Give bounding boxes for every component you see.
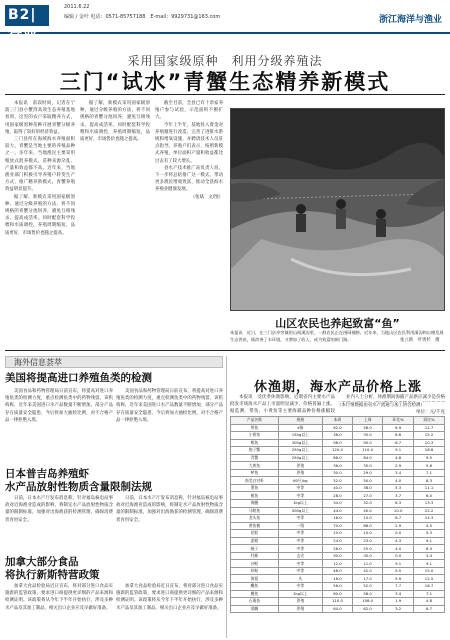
table-cell: 海蜇 <box>231 575 279 583</box>
table-row <box>231 530 445 538</box>
table-cell: 3.4 <box>383 469 414 477</box>
lead-headline: 三门“试水”青蟹生态精养新模式 <box>59 70 391 94</box>
table-cell: 马鲛鱼 <box>231 507 279 515</box>
table-row <box>231 477 445 485</box>
lead-paragraph: 今年上半年，基地投入资金对养殖塘进行改造，完善了进排水系统和增氧设施，并聘请技术人员驻点指导。养殖户们表示，按照新模式养殖，单位面积产量和收益都比过去有了较大增长。 <box>155 122 223 164</box>
brief-1-text-a <box>5 388 113 466</box>
table-cell: 300g以上 <box>278 439 322 447</box>
table-cell: 10.3 <box>414 439 445 447</box>
table-cell: 60只/kg <box>278 477 322 485</box>
table-cell: 养殖 <box>278 469 322 477</box>
section-name: 行业 <box>8 28 38 44</box>
table-cell: 9.5 <box>414 454 445 462</box>
table-cell: 4.8 <box>414 598 445 606</box>
table-row <box>231 424 445 432</box>
table-cell: 0.0 <box>383 530 414 538</box>
table-cell: 88.0 <box>322 454 352 462</box>
table-cell: 14.3 <box>414 515 445 523</box>
table-cell: 46.0 <box>322 567 352 575</box>
table-cell: 58.0 <box>353 424 383 432</box>
market-paragraph: 本报讯 受伏季休渔影响，近期省内主要水产品批发市场海水产品上市量明显减少，价格普遍上涨。据监测，带鱼、小黄鱼等主要海捕品种价格涨幅较 <box>230 395 335 414</box>
brief-paragraph: 加拿大食品检验局近日宣布，将对部分进口食品实施新的监管政策，要求进口商提供更详细的产品来源和检测证明。该政策将从今年下半年开始执行，涉及多种水产品及其加工制品，相关出口企业应及早做好准备。 <box>5 584 113 611</box>
table-cell: 2.9 <box>383 462 414 470</box>
lead-paragraph: 据了解，新模式采用国家级原种，通过分级养殖的方法，将不同规格的青蟹分池饲养，避免互相残杀，提高成活率。同时配套科学投喂和水质调控，养殖周期缩短，品质更好，市场售价也随之提高。 <box>80 101 150 143</box>
lead-column-1 <box>5 100 75 346</box>
table-cell: 52.0 <box>353 583 383 591</box>
table-cell: 鲳鱼 <box>231 439 279 447</box>
column-header: 规格 <box>278 417 322 425</box>
table-cell: 养殖 <box>278 598 322 606</box>
table-row <box>231 545 445 553</box>
table-cell: 头 <box>278 575 322 583</box>
table-cell: 84.0 <box>353 454 383 462</box>
table-cell: 70.0 <box>322 522 352 530</box>
table-cell: 7.1 <box>414 469 445 477</box>
table-cell: 5.3 <box>383 484 414 492</box>
brief-paragraph: 日前，日本水产厅发布消息称，针对福岛核电站事故对近海渔业造成的影响，将制定水产品放射性物质含量的限制标准，加强对出海渔获的检测管理，确保消费者食用安全。 <box>5 496 113 523</box>
table-cell: 8.3 <box>414 477 445 485</box>
table-cell: 养殖 <box>278 605 322 613</box>
table-cell: 28.0 <box>322 492 352 500</box>
table-cell: 52.0 <box>322 477 352 485</box>
table-cell: 墨鱼 <box>231 484 279 492</box>
table-cell: 花蛤 <box>231 530 279 538</box>
table-cell: 龙头鱼 <box>231 515 279 523</box>
table-cell: 6.7 <box>414 605 445 613</box>
table-cell: 18.6 <box>414 447 445 455</box>
table-cell: 15.0 <box>414 567 445 575</box>
brief-1-text-b <box>116 388 223 466</box>
lead-paragraph: 据了解，新模式采用国家级原种，通过分级养殖的方法，将不同规格的青蟹分池饲养，避免互相残杀，提高成活率。同时配套科学投喂和水质调控，养殖周期缩短，品质更好，市场售价也随之提高。 <box>5 194 75 236</box>
table-cell: 18.0 <box>322 575 352 583</box>
table-cell: 8.6 <box>383 432 414 440</box>
table-cell: 250g以上 <box>278 454 322 462</box>
table-unit: 单位：元/千克 <box>415 410 445 415</box>
editor-line: 编辑 / 金叶 电话：0571-85757188 E-mail：9929731@163.com <box>64 14 221 20</box>
table-cell: 4.0 <box>383 545 414 553</box>
table-cell: 7.1 <box>414 590 445 598</box>
brief-2-text-b <box>116 495 223 553</box>
headline-rule <box>5 94 445 95</box>
issue-date: 2011.6.22 <box>64 4 90 10</box>
table-row <box>231 605 445 613</box>
photo-illustration <box>231 109 445 311</box>
table-cell: 4.3 <box>383 537 414 545</box>
table-header-row <box>231 417 445 425</box>
table-cell: 中等 <box>278 545 322 553</box>
table-cell: 16.0 <box>322 515 352 523</box>
table-row <box>231 552 445 560</box>
table-cell: 36.0 <box>322 462 352 470</box>
table-cell: 牡蛎 <box>231 552 279 560</box>
table-row <box>231 522 445 530</box>
table-cell: 10.0 <box>353 530 383 538</box>
table-cell: 96.0 <box>322 439 352 447</box>
table-cell: 大黄鱼 <box>231 462 279 470</box>
table-cell: 4.0 <box>383 477 414 485</box>
table-row <box>231 507 445 515</box>
lead-paragraph: 截至目前，全县已有十余家养殖户参与试验，示范面积不断扩大。 <box>155 101 223 121</box>
table-cell: 15.0 <box>353 515 383 523</box>
table-cell: 23.0 <box>353 537 383 545</box>
photo-credit: 张立新 叶勇杉 摄 <box>400 338 440 343</box>
table-cell: 11.0 <box>353 560 383 568</box>
table-row <box>231 454 445 462</box>
lead-paragraph: 三门县所在海域海水养殖面积较大，青蟹是当地主要的养殖品种之一。多年来，当地渔民主要采用粗放式混养模式，苗种来源杂乱、产量和效益都不高。近年来，当地渔业部门积极引导养殖户转变生产方式，推广精养新模式，青蟹养殖效益明显提升。 <box>5 137 75 193</box>
table-cell: 中等 <box>278 567 322 575</box>
table-row <box>231 492 445 500</box>
table-cell: 90.0 <box>353 439 383 447</box>
lead-paragraph: 本报讯 前段时间，记者在宁波三门县小蟹湾高效生态养殖基地看到，这里的农户采取精养方式，用国家级原种苗种开展青蟹分级养殖，取得了较好的经济效益。 <box>5 101 75 135</box>
table-row <box>231 515 445 523</box>
section-rule <box>5 350 445 351</box>
table-cell: 250g以上 <box>278 447 322 455</box>
table-row <box>231 537 445 545</box>
table-cell: 32.0 <box>353 500 383 508</box>
table-cell: 6.0 <box>414 492 445 500</box>
table-cell: 9.1 <box>383 560 414 568</box>
table-cell: 黄鱼鲞 <box>231 522 279 530</box>
section-band <box>5 356 223 368</box>
table-cell: 去壳 <box>278 552 322 560</box>
table-cell: 12.7 <box>414 424 445 432</box>
column-header: 同比% <box>414 417 445 425</box>
table-cell: 中等 <box>278 537 322 545</box>
table-cell: 5.8 <box>414 462 445 470</box>
table-cell: 5.9 <box>383 575 414 583</box>
table-cell: 38.0 <box>353 484 383 492</box>
brief-paragraph: 日前，日本水产厅发布消息称，针对福岛核电站事故对近海渔业造成的影响，将制定水产品放射性物质含量的限制标准，加强对出海渔获的检测管理，确保消费者食用安全。 <box>116 496 223 523</box>
column-header: 环比% <box>383 417 414 425</box>
table-cell: 9.1 <box>414 537 445 545</box>
table-cell: 沙蛤 <box>231 560 279 568</box>
table-cell: 泥蚶 <box>231 537 279 545</box>
table-cell: 0.0 <box>383 552 414 560</box>
table-cell: 120.0 <box>322 447 352 455</box>
table-cell: 62.0 <box>322 424 352 432</box>
table-row <box>231 500 445 508</box>
table-cell: 南美白对虾 <box>231 477 279 485</box>
column-header: 上周 <box>353 417 383 425</box>
news-photo <box>230 108 445 311</box>
table-row <box>231 447 445 455</box>
photo-caption-title: 山区农民也养起致富“鱼” <box>275 317 400 330</box>
table-cell: 150g以上 <box>278 432 322 440</box>
table-cell: 12.0 <box>322 560 352 568</box>
table-cell: 17.0 <box>353 575 383 583</box>
table-cell: 中等 <box>278 515 322 523</box>
brief-2-text-a <box>5 495 113 553</box>
photo-caption-text: 本报讯 近日，在三门县亭旁镇的山间溪沟里，一群农民正在围网捕捞。近年来，当地山区农民利用溪沟和山塘发展生态养鱼，既改善了水环境，又增加了收入，成为致富的新门路。 <box>230 330 444 342</box>
table-cell: 58.0 <box>353 590 383 598</box>
table-cell: 小黄鱼 <box>231 432 279 440</box>
table-cell: 海鳗 <box>231 500 279 508</box>
table-cell: 中等 <box>278 560 322 568</box>
table-cell: 30.0 <box>322 469 352 477</box>
table-cell: 1kg以上 <box>278 590 322 598</box>
table-cell: 26.0 <box>322 545 352 553</box>
table-cell: 3.4 <box>414 552 445 560</box>
table-cell: 24.0 <box>322 537 352 545</box>
table-row <box>231 469 445 477</box>
table-cell: 4指 <box>278 424 322 432</box>
brief-2-title: 日本普吉岛养殖虾 水产品放射性物质含量限制法规 <box>5 468 152 493</box>
table-cell: 养殖 <box>278 462 322 470</box>
table-cell: 29.0 <box>353 469 383 477</box>
section-number: B2 <box>8 7 31 23</box>
masthead <box>0 0 450 44</box>
market-headline: 休渔期，海水产品价格上涨 <box>253 380 422 395</box>
table-cell: 12.5 <box>414 575 445 583</box>
table-cell: 38.0 <box>322 432 352 440</box>
table-cell: 8.3 <box>414 545 445 553</box>
section-band-label: 海外信息荟萃 <box>14 358 62 367</box>
table-row <box>231 567 445 575</box>
table-cell: 42.0 <box>353 567 383 575</box>
table-cell: 9.1 <box>383 447 414 455</box>
table-cell: 25.0 <box>353 545 383 553</box>
brief-paragraph: 加拿大食品检验局近日宣布，将对部分进口食品实施新的监管政策，要求进口商提供更详细的产品来源和检测证明。该政策将从今年下半年开始执行，涉及多种水产品及其加工制品，相关出口企业应及早做好准备。 <box>116 584 223 611</box>
table-cell: 青蟹 <box>231 454 279 462</box>
table-cell: 6.7 <box>383 439 414 447</box>
table-cell: 虾蛄 <box>231 567 279 575</box>
lead-column-3 <box>155 100 223 346</box>
table-cell: 13.3 <box>414 500 445 508</box>
table-cell: 60.0 <box>322 590 352 598</box>
table-cell: 6.7 <box>383 515 414 523</box>
table-cell: 石斑鱼 <box>231 598 279 606</box>
table-row <box>231 583 445 591</box>
table-row <box>231 432 445 440</box>
table-cell: 9.1 <box>414 560 445 568</box>
table-cell: 22.2 <box>414 507 445 515</box>
table-row <box>231 598 445 606</box>
table-cell: 鱿鱼 <box>231 492 279 500</box>
table-cell: 35.0 <box>353 462 383 470</box>
table-cell: 1.9 <box>383 598 414 606</box>
table-cell: 6.3 <box>383 500 414 508</box>
table-cell: 中等 <box>278 492 322 500</box>
table-cell: 6.9 <box>383 424 414 432</box>
table-cell: 中等 <box>278 484 322 492</box>
table-cell: 500g以上 <box>278 507 322 515</box>
table-cell: 7.7 <box>383 583 414 591</box>
table-cell: 108.0 <box>353 598 383 606</box>
table-cell: 鳓鱼 <box>231 583 279 591</box>
table-cell: 鮸鱼 <box>231 590 279 598</box>
table-cell: 30.0 <box>353 552 383 560</box>
table-cell: 中等 <box>278 583 322 591</box>
section-badge: B2|行业 <box>5 5 49 26</box>
table-cell: 带鱼 <box>231 424 279 432</box>
table-row <box>231 560 445 568</box>
table-row <box>231 575 445 583</box>
table-cell: 蛏子 <box>231 545 279 553</box>
table-source-note: （本行情数据由省水产流通与加工协会检测） <box>337 403 425 408</box>
table-cell: 56.0 <box>322 583 352 591</box>
brief-3-text-a <box>5 583 113 638</box>
table-cell: 一级 <box>278 522 322 530</box>
table-cell: 梭子蟹 <box>231 447 279 455</box>
table-cell: 5.3 <box>414 530 445 538</box>
table-cell: 68.0 <box>353 522 383 530</box>
table-cell: 3.4 <box>383 590 414 598</box>
market-text-2 <box>337 394 445 402</box>
table-cell: 40.0 <box>353 507 383 515</box>
brief-3-text-b <box>116 583 223 638</box>
table-row <box>231 484 445 492</box>
table-cell: 34.0 <box>322 500 352 508</box>
table-cell: 10.0 <box>383 507 414 515</box>
table-cell: 15.2 <box>414 432 445 440</box>
table-cell: 30.0 <box>322 552 352 560</box>
brief-paragraph: 美国食品和药物管理局日前宣布，将提高对进口养殖鱼类的检测力度，重点检测鱼类中的药物残留。该机构称，近年来美国进口水产品数量不断增加，部分产品存在质量安全隐患，今后将加大抽检比例，对不合格产品一律拒绝入境。 <box>116 389 223 423</box>
brief-1-title: 美国将提高进口养殖鱼类的检测 <box>5 372 152 384</box>
table-row <box>231 462 445 470</box>
table-cell: 50.0 <box>353 477 383 485</box>
table-cell: 110.0 <box>322 598 352 606</box>
table-cell: 64.0 <box>322 605 352 613</box>
column-header: 本周 <box>322 417 352 425</box>
table-cell: 11.1 <box>414 484 445 492</box>
table-cell: 中等 <box>278 530 322 538</box>
table-cell: 16.7 <box>414 583 445 591</box>
market-paragraph: 业内人士分析，休渔期间海捕产品供应减少是价格 <box>346 395 445 400</box>
table-cell: 35.0 <box>353 432 383 440</box>
lead-byline: （张斌 文/图） <box>190 194 223 200</box>
table-row <box>231 590 445 598</box>
table-row <box>231 439 445 447</box>
table-cell: 4.8 <box>383 454 414 462</box>
lead-paragraph: 县水产技术推广站负责人说，下一步将总结推广这一模式，带动更多渔民增收致富，推动全县海水养殖业健康发展。 <box>155 165 223 193</box>
brief-paragraph: 美国食品和药物管理局日前宣布，将提高对进口养殖鱼类的检测力度，重点检测鱼类中的药物残留。该机构称，近年来美国进口水产品数量不断增加，部分产品存在质量安全隐患，今后将加大抽检比例，对不合格产品一律拒绝入境。 <box>5 389 113 423</box>
table-cell: 2.9 <box>383 522 414 530</box>
table-cell: 44.0 <box>322 507 352 515</box>
table-cell: 62.0 <box>353 605 383 613</box>
lead-kicker: 采用国家级原种 利用分级养殖法 <box>127 54 323 68</box>
table-cell: 1kg以上 <box>278 500 322 508</box>
table-cell: 110.0 <box>353 447 383 455</box>
table-cell: 3.7 <box>383 492 414 500</box>
table-cell: 3.2 <box>383 605 414 613</box>
column-header: 产品名称 <box>231 417 279 425</box>
table-cell: 9.5 <box>383 567 414 575</box>
price-table <box>230 416 445 613</box>
brief-3-title: 加拿大部分食品 将执行新斯特营政策 <box>5 556 100 581</box>
table-cell: 4.5 <box>414 522 445 530</box>
side-label: 浙江海洋与渔业 <box>378 15 442 25</box>
table-cell: 鲈鱼 <box>231 469 279 477</box>
table-cell: 40.0 <box>322 484 352 492</box>
table-cell: 10.0 <box>322 530 352 538</box>
table-cell: 27.0 <box>353 492 383 500</box>
table-cell: 黑鲷 <box>231 605 279 613</box>
column-divider <box>226 356 227 638</box>
lead-column-2 <box>80 100 150 346</box>
